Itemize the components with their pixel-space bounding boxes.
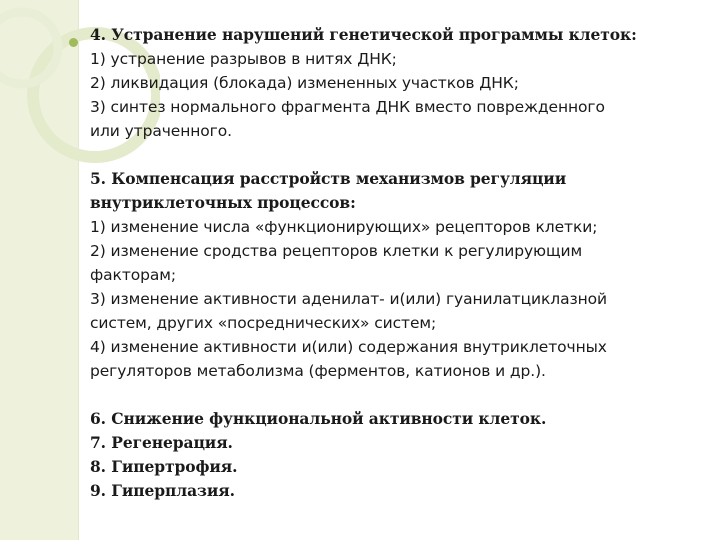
list-bullet bbox=[69, 38, 78, 47]
section5-item: систем, других «посреднических» систем; bbox=[90, 314, 437, 332]
section-heading: 9. Гиперплазия. bbox=[90, 481, 235, 500]
section5-item: факторам; bbox=[90, 266, 176, 284]
section4-item: 1) устранение разрывов в нитях ДНК; bbox=[90, 50, 397, 68]
section-heading: 6. Снижение функциональной активности клеток. bbox=[90, 409, 547, 428]
section5-heading: внутриклеточных процессов: bbox=[90, 193, 356, 212]
section5-item: регуляторов метаболизма (ферментов, катионов и др.). bbox=[90, 362, 546, 380]
section5-heading: 5. Компенсация расстройств механизмов регуляции bbox=[90, 169, 567, 188]
section4-heading: 4. Устранение нарушений генетической программы клеток: bbox=[90, 25, 637, 44]
section4-item: 3) синтез нормального фрагмента ДНК вместо поврежденного bbox=[90, 98, 605, 116]
section-heading: 7. Регенерация. bbox=[90, 433, 233, 452]
section5-item: 1) изменение числа «функционирующих» рецепторов клетки; bbox=[90, 218, 598, 236]
section-heading: 8. Гипертрофия. bbox=[90, 457, 238, 476]
slide-content bbox=[90, 23, 690, 503]
spacer bbox=[90, 143, 690, 167]
section4-item: 2) ликвидация (блокада) измененных участков ДНК; bbox=[90, 74, 519, 92]
section5-item: 2) изменение сродства рецепторов клетки к регулирующим bbox=[90, 242, 583, 260]
section5-item: 4) изменение активности и(или) содержания внутриклеточных bbox=[90, 338, 607, 356]
spacer bbox=[90, 383, 690, 407]
section4-item: или утраченного. bbox=[90, 122, 232, 140]
section5-item: 3) изменение активности аденилат- и(или) гуанилатциклазной bbox=[90, 290, 608, 308]
